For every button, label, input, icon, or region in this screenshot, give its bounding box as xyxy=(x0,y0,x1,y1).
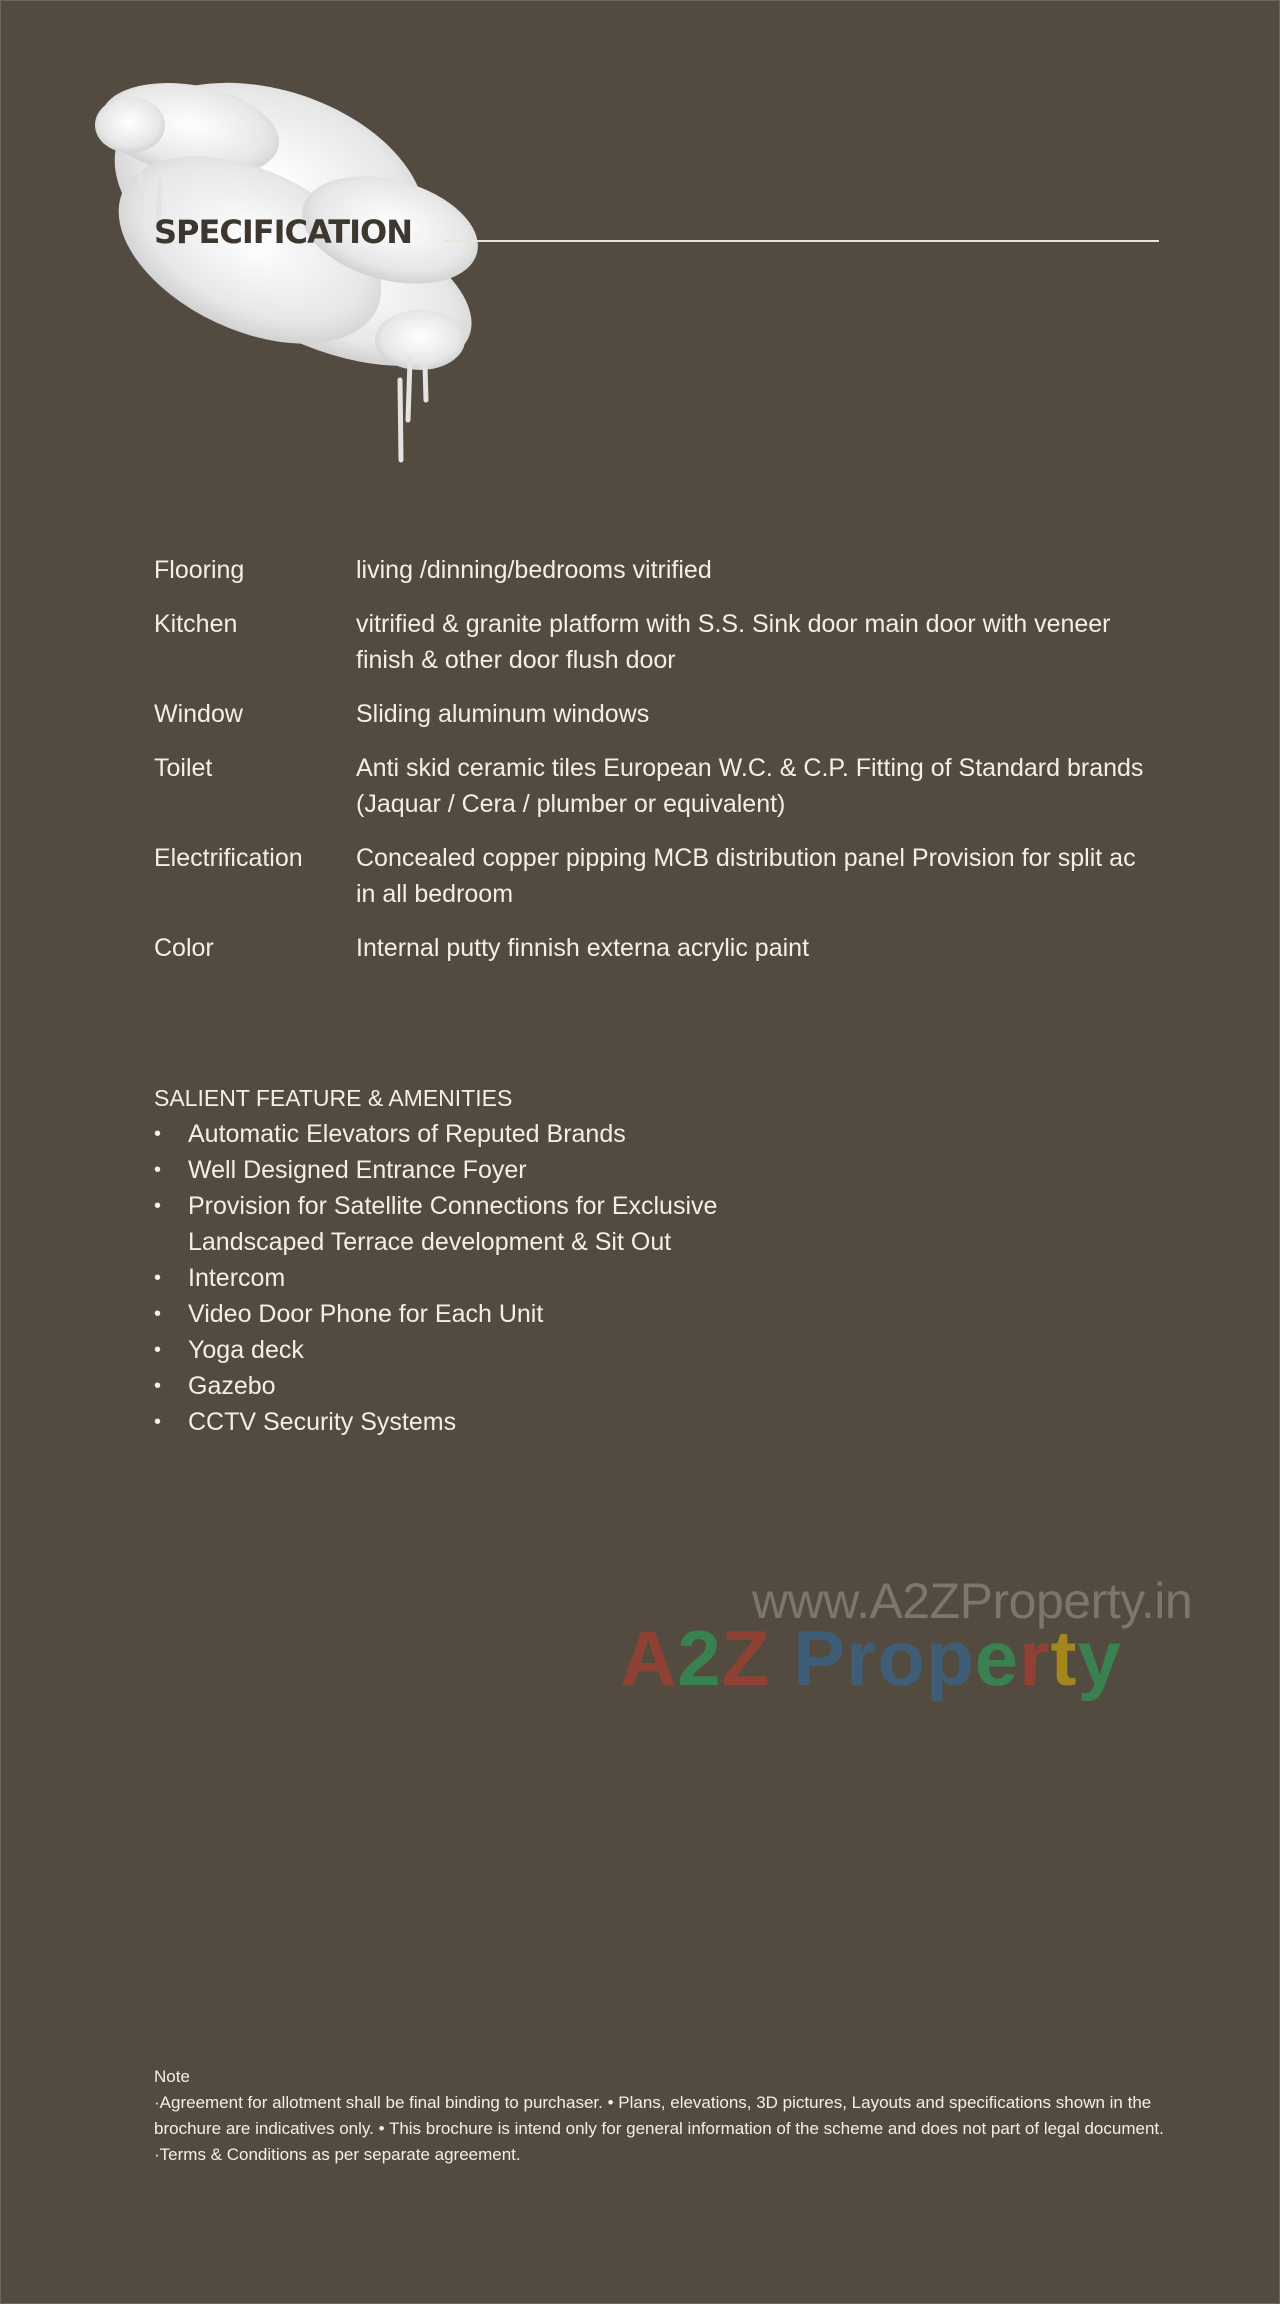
spec-row xyxy=(154,930,1154,966)
specification-table xyxy=(154,552,1154,984)
logo-letter: 2 xyxy=(677,1614,722,1702)
list-item xyxy=(154,1296,854,1332)
logo-letter: p xyxy=(926,1614,975,1702)
logo-letter: t xyxy=(1050,1614,1078,1702)
logo-letter: y xyxy=(1077,1614,1122,1702)
spec-label: Color xyxy=(154,934,214,962)
bullet-icon: • xyxy=(154,1267,162,1289)
spec-value: Anti skid ceramic tiles European W.C. & C.P. Fitting of Standard brands (Jaquar / Cera / plumber or equivalent) xyxy=(356,754,1144,818)
note-title: Note xyxy=(154,2067,190,2086)
amenities-title: SALIENT FEATURE & AMENITIES xyxy=(154,1085,513,1111)
bullet-icon: • xyxy=(154,1303,162,1325)
logo-letter: r xyxy=(1019,1614,1051,1702)
note-text: ·Agreement for allotment shall be final binding to purchaser. • Plans, elevations, 3D pictures, Layouts and specifications shown in the brochure are indicatives only. • This brochure is intend only for general information of the scheme and does not part of legal document. ·Terms & Conditions as per separate agreement. xyxy=(154,2093,1164,2164)
amenity-text: CCTV Security Systems xyxy=(188,1408,457,1436)
amenity-text: Gazebo xyxy=(188,1372,276,1400)
logo-letter: o xyxy=(877,1614,927,1702)
spec-label: Toilet xyxy=(154,754,213,782)
note-section xyxy=(154,2064,1174,2168)
watermark-url: www.A2ZProperty.in xyxy=(752,1573,1193,1629)
amenity-text: Well Designed Entrance Foyer xyxy=(188,1156,527,1184)
watermark-logo xyxy=(620,1614,1122,1702)
spec-label: Flooring xyxy=(154,556,245,584)
logo-letter: r xyxy=(846,1614,878,1702)
list-item xyxy=(154,1260,854,1296)
spec-row xyxy=(154,606,1154,678)
list-item xyxy=(154,1332,854,1368)
amenity-text: Automatic Elevators of Reputed Brands xyxy=(188,1120,626,1148)
logo-letter: P xyxy=(793,1614,847,1702)
logo-letter: A xyxy=(620,1614,678,1702)
spec-value: living /dinning/bedrooms vitrified xyxy=(356,556,712,584)
amenity-text: Yoga deck xyxy=(188,1336,304,1364)
bullet-icon: • xyxy=(154,1159,162,1181)
spec-row xyxy=(154,840,1154,912)
spec-value: vitrified & granite platform with S.S. Sink door main door with veneer finish & other door flush door xyxy=(356,610,1111,674)
spec-value: Concealed copper pipping MCB distribution panel Provision for split ac in all bedroom xyxy=(356,844,1136,908)
list-item xyxy=(154,1368,854,1404)
bullet-icon: • xyxy=(154,1411,162,1433)
spec-label: Electrification xyxy=(154,844,303,872)
spec-label: Window xyxy=(154,700,243,728)
bullet-icon: • xyxy=(154,1195,162,1217)
title-underline xyxy=(444,240,1159,242)
spec-value: Sliding aluminum windows xyxy=(356,700,650,728)
logo-letter: Z xyxy=(721,1614,771,1702)
paint-splash-graphic xyxy=(70,50,520,470)
amenity-text: Video Door Phone for Each Unit xyxy=(188,1300,544,1328)
amenity-text: Intercom xyxy=(188,1264,286,1292)
amenities-section xyxy=(154,1080,854,1440)
spec-row xyxy=(154,696,1154,732)
spec-row xyxy=(154,552,1154,588)
list-item xyxy=(154,1404,854,1440)
amenity-text: Provision for Satellite Connections for Exclusive Landscaped Terrace development & Sit Out xyxy=(188,1192,718,1256)
logo-letter: e xyxy=(974,1614,1020,1702)
bullet-icon: • xyxy=(154,1123,162,1145)
logo-letter xyxy=(770,1614,793,1702)
list-item xyxy=(154,1188,854,1260)
bullet-icon: • xyxy=(154,1339,162,1361)
page-title: SPECIFICATION xyxy=(154,213,412,251)
spec-value: Internal putty finnish externa acrylic paint xyxy=(356,934,810,962)
amenities-list xyxy=(154,1116,854,1440)
spec-label: Kitchen xyxy=(154,610,238,638)
list-item xyxy=(154,1152,854,1188)
bullet-icon: • xyxy=(154,1375,162,1397)
list-item xyxy=(154,1116,854,1152)
spec-row xyxy=(154,750,1154,822)
